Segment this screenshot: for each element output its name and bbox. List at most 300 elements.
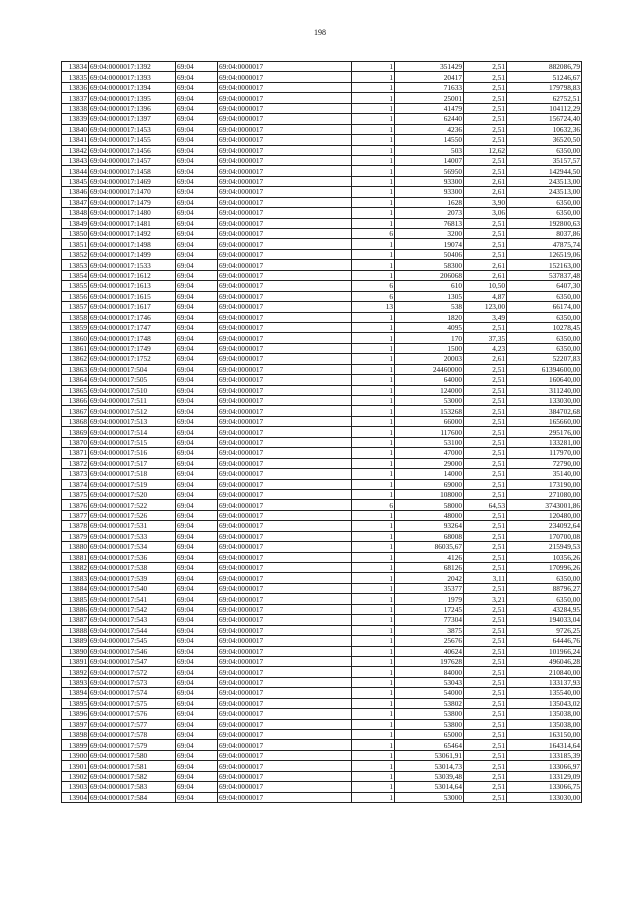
count-cell: 1 bbox=[352, 166, 395, 176]
block-cell: 69:04:0000017 bbox=[218, 479, 352, 489]
value-cell: 9726,25 bbox=[507, 625, 582, 635]
row-number-cell: 13895 bbox=[62, 698, 89, 708]
row-number-cell: 13873 bbox=[62, 469, 89, 479]
block-cell: 69:04:0000017 bbox=[218, 93, 352, 103]
count-cell: 1 bbox=[352, 479, 395, 489]
value-cell: 170996,26 bbox=[507, 563, 582, 573]
block-cell: 69:04:0000017 bbox=[218, 135, 352, 145]
district-cell: 69:04 bbox=[176, 448, 218, 458]
value-cell: 135540,00 bbox=[507, 688, 582, 698]
rate-cell: 2,61 bbox=[464, 354, 507, 364]
count-cell: 1 bbox=[352, 573, 395, 583]
value-cell: 156724,40 bbox=[507, 114, 582, 124]
value-cell: 61394600,00 bbox=[507, 364, 582, 374]
table-row bbox=[62, 604, 582, 614]
rate-cell: 2,51 bbox=[464, 636, 507, 646]
block-cell: 69:04:0000017 bbox=[218, 698, 352, 708]
value-cell: 215949,53 bbox=[507, 542, 582, 552]
count-cell: 1 bbox=[352, 677, 395, 687]
area-cell: 4126 bbox=[395, 552, 464, 562]
value-cell: 104112,29 bbox=[507, 103, 582, 113]
count-cell: 1 bbox=[352, 656, 395, 666]
count-cell: 1 bbox=[352, 396, 395, 406]
cadastral-number-cell: 69:04:0000017:504 bbox=[89, 364, 176, 374]
area-cell: 25001 bbox=[395, 93, 464, 103]
value-cell: 6350,00 bbox=[507, 291, 582, 301]
value-cell: 101966,24 bbox=[507, 646, 582, 656]
rate-cell: 2,51 bbox=[464, 458, 507, 468]
district-cell: 69:04 bbox=[176, 333, 218, 343]
area-cell: 1979 bbox=[395, 594, 464, 604]
block-cell: 69:04:0000017 bbox=[218, 688, 352, 698]
district-cell: 69:04 bbox=[176, 792, 218, 802]
block-cell: 69:04:0000017 bbox=[218, 583, 352, 593]
count-cell: 1 bbox=[352, 719, 395, 729]
district-cell: 69:04 bbox=[176, 82, 218, 92]
row-number-cell: 13893 bbox=[62, 677, 89, 687]
cadastral-number-cell: 69:04:0000017:538 bbox=[89, 563, 176, 573]
rate-cell: 64,53 bbox=[464, 500, 507, 510]
block-cell: 69:04:0000017 bbox=[218, 667, 352, 677]
district-cell: 69:04 bbox=[176, 489, 218, 499]
value-cell: 135038,00 bbox=[507, 719, 582, 729]
area-cell: 53000 bbox=[395, 792, 464, 802]
block-cell: 69:04:0000017 bbox=[218, 636, 352, 646]
area-cell: 68126 bbox=[395, 563, 464, 573]
block-cell: 69:04:0000017 bbox=[218, 396, 352, 406]
cadastral-number-cell: 69:04:0000017:536 bbox=[89, 552, 176, 562]
row-number-cell: 13839 bbox=[62, 114, 89, 124]
district-cell: 69:04 bbox=[176, 302, 218, 312]
value-cell: 271080,00 bbox=[507, 489, 582, 499]
row-number-cell: 13862 bbox=[62, 354, 89, 364]
area-cell: 4095 bbox=[395, 322, 464, 332]
value-cell: 164314,64 bbox=[507, 740, 582, 750]
rate-cell: 3,21 bbox=[464, 594, 507, 604]
block-cell: 69:04:0000017 bbox=[218, 761, 352, 771]
block-cell: 69:04:0000017 bbox=[218, 489, 352, 499]
rate-cell: 2,51 bbox=[464, 510, 507, 520]
block-cell: 69:04:0000017 bbox=[218, 615, 352, 625]
row-number-cell: 13877 bbox=[62, 510, 89, 520]
cadastral-number-cell: 69:04:0000017:1615 bbox=[89, 291, 176, 301]
district-cell: 69:04 bbox=[176, 208, 218, 218]
count-cell: 13 bbox=[352, 302, 395, 312]
value-cell: 295176,00 bbox=[507, 427, 582, 437]
row-number-cell: 13892 bbox=[62, 667, 89, 677]
rate-cell: 2,51 bbox=[464, 364, 507, 374]
table-row bbox=[62, 448, 582, 458]
row-number-cell: 13883 bbox=[62, 573, 89, 583]
area-cell: 86035,67 bbox=[395, 542, 464, 552]
block-cell: 69:04:0000017 bbox=[218, 771, 352, 781]
district-cell: 69:04 bbox=[176, 176, 218, 186]
row-number-cell: 13850 bbox=[62, 229, 89, 239]
row-number-cell: 13843 bbox=[62, 155, 89, 165]
district-cell: 69:04 bbox=[176, 709, 218, 719]
cadastral-number-cell: 69:04:0000017:1456 bbox=[89, 145, 176, 155]
district-cell: 69:04 bbox=[176, 500, 218, 510]
count-cell: 1 bbox=[352, 239, 395, 249]
block-cell: 69:04:0000017 bbox=[218, 740, 352, 750]
district-cell: 69:04 bbox=[176, 166, 218, 176]
cadastral-number-cell: 69:04:0000017:1479 bbox=[89, 197, 176, 207]
table-row bbox=[62, 260, 582, 270]
value-cell: 163150,00 bbox=[507, 730, 582, 740]
district-cell: 69:04 bbox=[176, 375, 218, 385]
block-cell: 69:04:0000017 bbox=[218, 782, 352, 792]
district-cell: 69:04 bbox=[176, 688, 218, 698]
rate-cell: 2,51 bbox=[464, 155, 507, 165]
row-number-cell: 13857 bbox=[62, 302, 89, 312]
count-cell: 1 bbox=[352, 114, 395, 124]
count-cell: 1 bbox=[352, 208, 395, 218]
cadastral-number-cell: 69:04:0000017:1748 bbox=[89, 333, 176, 343]
cadastral-number-cell: 69:04:0000017:1746 bbox=[89, 312, 176, 322]
rate-cell: 2,51 bbox=[464, 229, 507, 239]
area-cell: 20417 bbox=[395, 72, 464, 82]
table-row bbox=[62, 552, 582, 562]
row-number-cell: 13837 bbox=[62, 93, 89, 103]
cadastral-number-cell: 69:04:0000017:1747 bbox=[89, 322, 176, 332]
table-row bbox=[62, 698, 582, 708]
cadastral-number-cell: 69:04:0000017:522 bbox=[89, 500, 176, 510]
area-cell: 84000 bbox=[395, 667, 464, 677]
row-number-cell: 13869 bbox=[62, 427, 89, 437]
area-cell: 47000 bbox=[395, 448, 464, 458]
table-row bbox=[62, 302, 582, 312]
row-number-cell: 13879 bbox=[62, 531, 89, 541]
cadastral-number-cell: 69:04:0000017:518 bbox=[89, 469, 176, 479]
rate-cell: 2,51 bbox=[464, 521, 507, 531]
district-cell: 69:04 bbox=[176, 364, 218, 374]
count-cell: 1 bbox=[352, 552, 395, 562]
block-cell: 69:04:0000017 bbox=[218, 197, 352, 207]
value-cell: 120480,00 bbox=[507, 510, 582, 520]
table-row bbox=[62, 646, 582, 656]
value-cell: 64446,76 bbox=[507, 636, 582, 646]
cadastral-number-cell: 69:04:0000017:1749 bbox=[89, 343, 176, 353]
value-cell: 133137,93 bbox=[507, 677, 582, 687]
rate-cell: 2,51 bbox=[464, 218, 507, 228]
row-number-cell: 13841 bbox=[62, 135, 89, 145]
district-cell: 69:04 bbox=[176, 416, 218, 426]
area-cell: 538 bbox=[395, 302, 464, 312]
table-row bbox=[62, 229, 582, 239]
value-cell: 6350,00 bbox=[507, 145, 582, 155]
block-cell: 69:04:0000017 bbox=[218, 281, 352, 291]
block-cell: 69:04:0000017 bbox=[218, 604, 352, 614]
table-row bbox=[62, 730, 582, 740]
block-cell: 69:04:0000017 bbox=[218, 343, 352, 353]
row-number-cell: 13885 bbox=[62, 594, 89, 604]
row-number-cell: 13852 bbox=[62, 249, 89, 259]
count-cell: 1 bbox=[352, 343, 395, 353]
area-cell: 93300 bbox=[395, 187, 464, 197]
rate-cell: 2,51 bbox=[464, 771, 507, 781]
row-number-cell: 13844 bbox=[62, 166, 89, 176]
land-registry-table bbox=[61, 61, 582, 803]
value-cell: 133066,75 bbox=[507, 782, 582, 792]
value-cell: 210840,00 bbox=[507, 667, 582, 677]
district-cell: 69:04 bbox=[176, 615, 218, 625]
rate-cell: 2,51 bbox=[464, 709, 507, 719]
value-cell: 537837,48 bbox=[507, 270, 582, 280]
block-cell: 69:04:0000017 bbox=[218, 531, 352, 541]
table-row bbox=[62, 82, 582, 92]
district-cell: 69:04 bbox=[176, 531, 218, 541]
area-cell: 610 bbox=[395, 281, 464, 291]
cadastral-number-cell: 69:04:0000017:540 bbox=[89, 583, 176, 593]
row-number-cell: 13880 bbox=[62, 542, 89, 552]
count-cell: 1 bbox=[352, 197, 395, 207]
cadastral-number-cell: 69:04:0000017:1533 bbox=[89, 260, 176, 270]
cadastral-number-cell: 69:04:0000017:1397 bbox=[89, 114, 176, 124]
area-cell: 3200 bbox=[395, 229, 464, 239]
area-cell: 1305 bbox=[395, 291, 464, 301]
block-cell: 69:04:0000017 bbox=[218, 427, 352, 437]
row-number-cell: 13835 bbox=[62, 72, 89, 82]
rate-cell: 2,51 bbox=[464, 656, 507, 666]
value-cell: 72790,00 bbox=[507, 458, 582, 468]
rate-cell: 2,51 bbox=[464, 416, 507, 426]
count-cell: 1 bbox=[352, 72, 395, 82]
row-number-cell: 13889 bbox=[62, 636, 89, 646]
value-cell: 192800,63 bbox=[507, 218, 582, 228]
block-cell: 69:04:0000017 bbox=[218, 437, 352, 447]
cadastral-number-cell: 69:04:0000017:576 bbox=[89, 709, 176, 719]
value-cell: 10632,36 bbox=[507, 124, 582, 134]
block-cell: 69:04:0000017 bbox=[218, 62, 352, 72]
block-cell: 69:04:0000017 bbox=[218, 354, 352, 364]
cadastral-number-cell: 69:04:0000017:539 bbox=[89, 573, 176, 583]
table-row bbox=[62, 615, 582, 625]
rate-cell: 2,51 bbox=[464, 375, 507, 385]
count-cell: 1 bbox=[352, 761, 395, 771]
value-cell: 6350,00 bbox=[507, 343, 582, 353]
count-cell: 1 bbox=[352, 364, 395, 374]
table-row bbox=[62, 281, 582, 291]
count-cell: 1 bbox=[352, 646, 395, 656]
district-cell: 69:04 bbox=[176, 573, 218, 583]
table-row bbox=[62, 667, 582, 677]
count-cell: 1 bbox=[352, 542, 395, 552]
block-cell: 69:04:0000017 bbox=[218, 709, 352, 719]
district-cell: 69:04 bbox=[176, 782, 218, 792]
area-cell: 124000 bbox=[395, 385, 464, 395]
table-row bbox=[62, 656, 582, 666]
rate-cell: 2,51 bbox=[464, 730, 507, 740]
area-cell: 53014,73 bbox=[395, 761, 464, 771]
cadastral-number-cell: 69:04:0000017:1393 bbox=[89, 72, 176, 82]
rate-cell: 2,51 bbox=[464, 688, 507, 698]
cadastral-number-cell: 69:04:0000017:505 bbox=[89, 375, 176, 385]
count-cell: 1 bbox=[352, 416, 395, 426]
rate-cell: 2,61 bbox=[464, 176, 507, 186]
district-cell: 69:04 bbox=[176, 124, 218, 134]
row-number-cell: 13871 bbox=[62, 448, 89, 458]
district-cell: 69:04 bbox=[176, 521, 218, 531]
block-cell: 69:04:0000017 bbox=[218, 730, 352, 740]
row-number-cell: 13842 bbox=[62, 145, 89, 155]
district-cell: 69:04 bbox=[176, 698, 218, 708]
value-cell: 135038,00 bbox=[507, 709, 582, 719]
cadastral-number-cell: 69:04:0000017:526 bbox=[89, 510, 176, 520]
district-cell: 69:04 bbox=[176, 625, 218, 635]
count-cell: 1 bbox=[352, 260, 395, 270]
rate-cell: 2,51 bbox=[464, 646, 507, 656]
rate-cell: 2,51 bbox=[464, 322, 507, 332]
count-cell: 1 bbox=[352, 730, 395, 740]
area-cell: 53100 bbox=[395, 437, 464, 447]
count-cell: 1 bbox=[352, 531, 395, 541]
value-cell: 243513,00 bbox=[507, 176, 582, 186]
table-row bbox=[62, 312, 582, 322]
table-body bbox=[62, 62, 582, 803]
table-row bbox=[62, 187, 582, 197]
count-cell: 1 bbox=[352, 270, 395, 280]
cadastral-number-cell: 69:04:0000017:513 bbox=[89, 416, 176, 426]
rate-cell: 2,51 bbox=[464, 667, 507, 677]
value-cell: 47875,74 bbox=[507, 239, 582, 249]
cadastral-number-cell: 69:04:0000017:573 bbox=[89, 677, 176, 687]
district-cell: 69:04 bbox=[176, 594, 218, 604]
value-cell: 88796,27 bbox=[507, 583, 582, 593]
value-cell: 152163,00 bbox=[507, 260, 582, 270]
block-cell: 69:04:0000017 bbox=[218, 312, 352, 322]
district-cell: 69:04 bbox=[176, 93, 218, 103]
table-row bbox=[62, 583, 582, 593]
area-cell: 14000 bbox=[395, 469, 464, 479]
rate-cell: 2,51 bbox=[464, 249, 507, 259]
block-cell: 69:04:0000017 bbox=[218, 260, 352, 270]
cadastral-number-cell: 69:04:0000017:1457 bbox=[89, 155, 176, 165]
rate-cell: 2,51 bbox=[464, 437, 507, 447]
row-number-cell: 13897 bbox=[62, 719, 89, 729]
count-cell: 1 bbox=[352, 155, 395, 165]
rate-cell: 2,51 bbox=[464, 615, 507, 625]
district-cell: 69:04 bbox=[176, 427, 218, 437]
count-cell: 1 bbox=[352, 740, 395, 750]
value-cell: 62752,51 bbox=[507, 93, 582, 103]
count-cell: 1 bbox=[352, 448, 395, 458]
row-number-cell: 13868 bbox=[62, 416, 89, 426]
cadastral-number-cell: 69:04:0000017:1612 bbox=[89, 270, 176, 280]
value-cell: 170700,08 bbox=[507, 531, 582, 541]
rate-cell: 2,51 bbox=[464, 792, 507, 802]
block-cell: 69:04:0000017 bbox=[218, 458, 352, 468]
cadastral-number-cell: 69:04:0000017:580 bbox=[89, 750, 176, 760]
area-cell: 53039,48 bbox=[395, 771, 464, 781]
value-cell: 133281,00 bbox=[507, 437, 582, 447]
area-cell: 53000 bbox=[395, 396, 464, 406]
block-cell: 69:04:0000017 bbox=[218, 155, 352, 165]
count-cell: 1 bbox=[352, 218, 395, 228]
district-cell: 69:04 bbox=[176, 604, 218, 614]
cadastral-number-cell: 69:04:0000017:572 bbox=[89, 667, 176, 677]
value-cell: 117970,00 bbox=[507, 448, 582, 458]
row-number-cell: 13870 bbox=[62, 437, 89, 447]
area-cell: 53800 bbox=[395, 719, 464, 729]
area-cell: 54000 bbox=[395, 688, 464, 698]
rate-cell: 2,51 bbox=[464, 427, 507, 437]
value-cell: 133030,00 bbox=[507, 792, 582, 802]
table-row bbox=[62, 563, 582, 573]
table-row bbox=[62, 333, 582, 343]
value-cell: 66174,00 bbox=[507, 302, 582, 312]
table-row bbox=[62, 218, 582, 228]
district-cell: 69:04 bbox=[176, 354, 218, 364]
rate-cell: 2,51 bbox=[464, 625, 507, 635]
cadastral-number-cell: 69:04:0000017:546 bbox=[89, 646, 176, 656]
district-cell: 69:04 bbox=[176, 667, 218, 677]
area-cell: 66000 bbox=[395, 416, 464, 426]
block-cell: 69:04:0000017 bbox=[218, 448, 352, 458]
count-cell: 1 bbox=[352, 375, 395, 385]
area-cell: 58300 bbox=[395, 260, 464, 270]
rate-cell: 2,51 bbox=[464, 531, 507, 541]
rate-cell: 2,51 bbox=[464, 677, 507, 687]
count-cell: 1 bbox=[352, 62, 395, 72]
cadastral-number-cell: 69:04:0000017:542 bbox=[89, 604, 176, 614]
area-cell: 48000 bbox=[395, 510, 464, 520]
row-number-cell: 13878 bbox=[62, 521, 89, 531]
block-cell: 69:04:0000017 bbox=[218, 103, 352, 113]
rate-cell: 2,51 bbox=[464, 719, 507, 729]
row-number-cell: 13887 bbox=[62, 615, 89, 625]
count-cell: 1 bbox=[352, 563, 395, 573]
rate-cell: 2,51 bbox=[464, 396, 507, 406]
count-cell: 1 bbox=[352, 771, 395, 781]
rate-cell: 2,51 bbox=[464, 542, 507, 552]
block-cell: 69:04:0000017 bbox=[218, 187, 352, 197]
cadastral-number-cell: 69:04:0000017:519 bbox=[89, 479, 176, 489]
table-row bbox=[62, 625, 582, 635]
count-cell: 1 bbox=[352, 698, 395, 708]
row-number-cell: 13896 bbox=[62, 709, 89, 719]
value-cell: 10278,45 bbox=[507, 322, 582, 332]
district-cell: 69:04 bbox=[176, 583, 218, 593]
cadastral-number-cell: 69:04:0000017:1617 bbox=[89, 302, 176, 312]
district-cell: 69:04 bbox=[176, 114, 218, 124]
count-cell: 1 bbox=[352, 604, 395, 614]
district-cell: 69:04 bbox=[176, 187, 218, 197]
count-cell: 1 bbox=[352, 124, 395, 134]
row-number-cell: 13865 bbox=[62, 385, 89, 395]
block-cell: 69:04:0000017 bbox=[218, 573, 352, 583]
value-cell: 496046,28 bbox=[507, 656, 582, 666]
rate-cell: 2,51 bbox=[464, 782, 507, 792]
table-row bbox=[62, 792, 582, 802]
cadastral-number-cell: 69:04:0000017:584 bbox=[89, 792, 176, 802]
table-row bbox=[62, 688, 582, 698]
district-cell: 69:04 bbox=[176, 385, 218, 395]
area-cell: 14550 bbox=[395, 135, 464, 145]
area-cell: 4236 bbox=[395, 124, 464, 134]
row-number-cell: 13836 bbox=[62, 82, 89, 92]
table-row bbox=[62, 427, 582, 437]
table-row bbox=[62, 458, 582, 468]
area-cell: 108000 bbox=[395, 489, 464, 499]
cadastral-number-cell: 69:04:0000017:1752 bbox=[89, 354, 176, 364]
count-cell: 1 bbox=[352, 312, 395, 322]
block-cell: 69:04:0000017 bbox=[218, 792, 352, 802]
rate-cell: 2,51 bbox=[464, 761, 507, 771]
table-row bbox=[62, 343, 582, 353]
row-number-cell: 13874 bbox=[62, 479, 89, 489]
table-row bbox=[62, 771, 582, 781]
count-cell: 1 bbox=[352, 625, 395, 635]
